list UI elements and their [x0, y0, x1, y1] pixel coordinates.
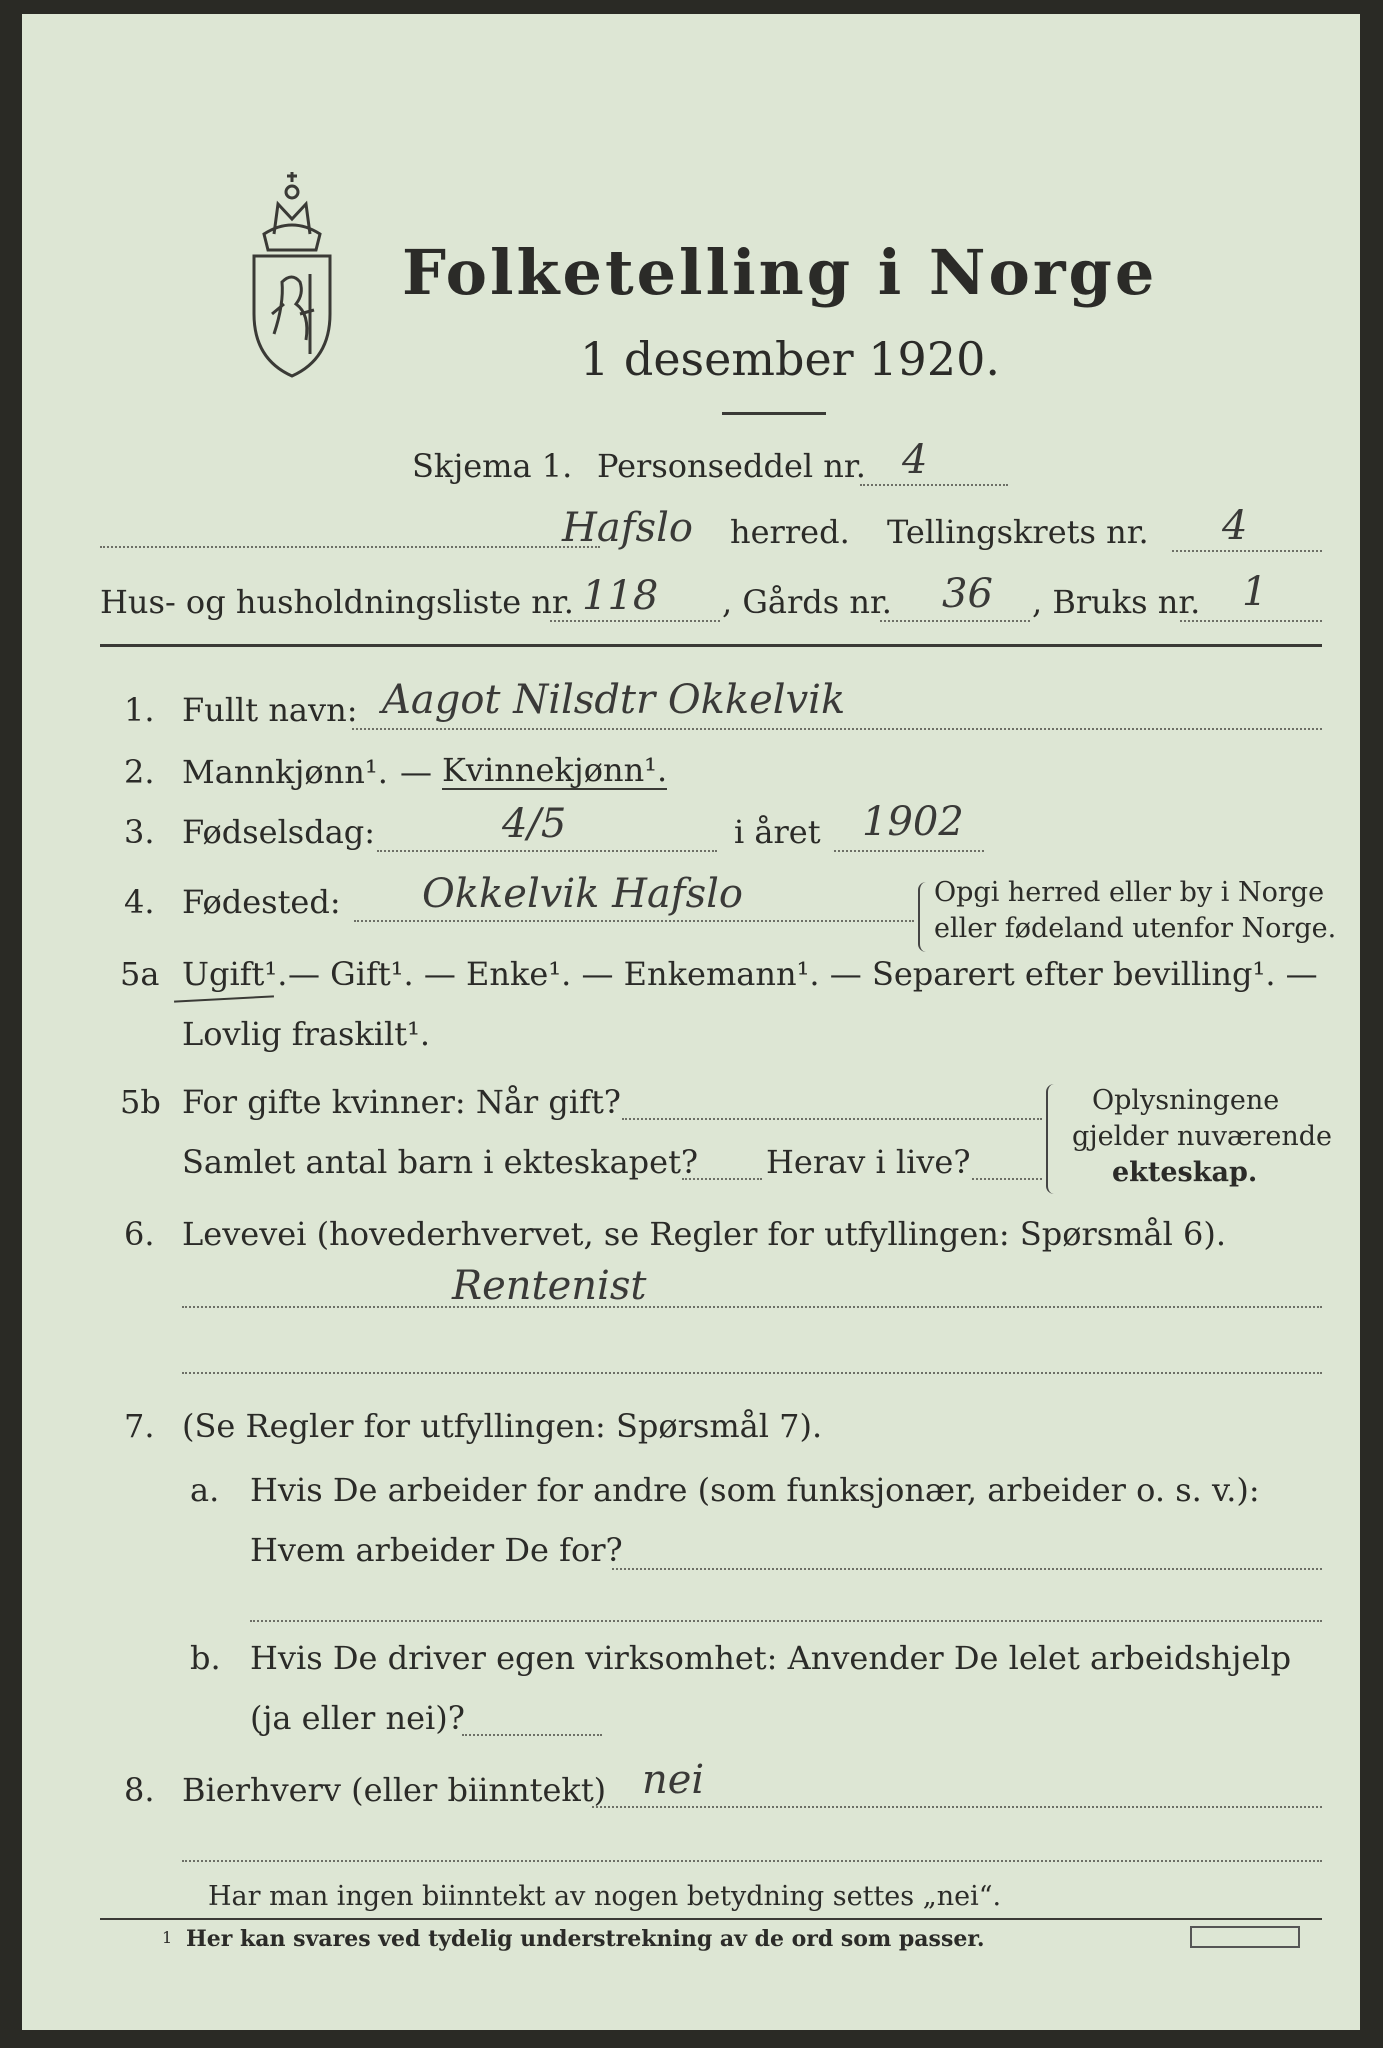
gards-value[interactable]: 36: [942, 571, 993, 617]
q2-female-underlined[interactable]: Kvinnekjønn¹.: [442, 751, 668, 789]
q5b-note-line2: gjelder nuværende: [1072, 1121, 1332, 1152]
q5b-children-alive: Herav i live?: [766, 1143, 971, 1181]
q7a-line1: [612, 1568, 1322, 1570]
herred-label: herred.: [730, 513, 850, 551]
birth-year-value[interactable]: 1902: [862, 799, 964, 845]
q7-label: (Se Regler for utfyllingen: Spørsmål 7).: [182, 1407, 823, 1445]
side-income-value[interactable]: nei: [642, 1757, 705, 1803]
q5b-note-line3: ekteskap.: [1112, 1157, 1258, 1188]
q4-note-line1: Opgi herred eller by i Norge: [934, 877, 1325, 908]
q4-note-line2: eller fødeland utenfor Norge.: [934, 913, 1337, 944]
q7b-letter: b.: [190, 1639, 221, 1677]
q5b-children-total: Samlet antal barn i ekteskapet?: [182, 1143, 699, 1181]
q3-year-line: [834, 850, 984, 852]
q3-label: Fødselsdag:: [182, 813, 376, 851]
q1-label: Fullt navn:: [182, 691, 358, 729]
printer-stamp: [1190, 1926, 1300, 1948]
q5a-number: 5a: [120, 955, 160, 993]
nei-instruction: Har man ingen biinntekt av nogen betydning settes „nei“.: [208, 1881, 1002, 1912]
q7a-employer-label: Hvem arbeider De for?: [250, 1531, 623, 1569]
footnote-text: Her kan svares ved tydelig understrekning av de ord som passer.: [186, 1926, 985, 1952]
tellingskrets-label: Tellingskrets nr.: [887, 513, 1149, 551]
q7b-line: [462, 1734, 602, 1736]
schema-label: Skjema 1.: [412, 447, 573, 485]
q3-number: 3.: [124, 813, 155, 851]
bruks-label: , Bruks nr.: [1032, 583, 1201, 621]
tellingskrets-value[interactable]: 4: [1222, 503, 1248, 549]
q7a-letter: a.: [190, 1471, 220, 1509]
q4-label: Fødested:: [182, 883, 341, 921]
gards-line: [880, 620, 1030, 622]
q3-line: [377, 850, 717, 852]
herred-value[interactable]: Hafslo: [562, 505, 693, 551]
q4-brace: [918, 882, 930, 952]
census-form: [22, 14, 1360, 2030]
q6-number: 6.: [124, 1215, 155, 1253]
q5b-married-when: For gifte kvinner: Når gift?: [182, 1083, 621, 1121]
q8-number: 8.: [124, 1771, 155, 1809]
full-name-value[interactable]: Aagot Nilsdtr Okkelvik: [382, 677, 846, 723]
title-divider: [722, 412, 826, 415]
bruks-value[interactable]: 1: [1242, 569, 1268, 615]
personseddel-label: Personseddel nr.: [597, 447, 866, 485]
personseddel-line: [860, 484, 1008, 486]
q1-line: [352, 728, 1322, 730]
q2-number: 2.: [124, 753, 155, 791]
footer-rule: [100, 1918, 1322, 1920]
q7-number: 7.: [124, 1407, 155, 1445]
q5b-line1: [622, 1118, 1042, 1120]
q1-number: 1.: [124, 691, 155, 729]
husliste-label: Hus- og husholdningsliste nr.: [100, 583, 574, 621]
footnote-mark: 1: [162, 1928, 173, 1947]
q5b-brace: [1046, 1084, 1058, 1194]
ugift-underline: [174, 995, 274, 1002]
q4-line: [354, 920, 914, 922]
q2-male[interactable]: Mannkjønn¹.: [182, 753, 388, 791]
q5b-line3: [972, 1178, 1042, 1180]
q5a-options: — Gift¹. — Enke¹. — Enkemann¹. — Separert efter bevilling¹. —: [288, 955, 1318, 993]
q2-dash: —: [400, 753, 432, 791]
q5b-note-line1: Oplysningene: [1092, 1085, 1280, 1116]
personseddel-value[interactable]: 4: [902, 437, 928, 483]
q7a-line2: [250, 1620, 1322, 1622]
q6-label: Levevei (hovederhvervet, se Regler for utfyllingen: Spørsmål 6).: [182, 1215, 1227, 1253]
gards-label: , Gårds nr.: [722, 583, 892, 621]
q7a-label: Hvis De arbeider for andre (som funksjonær, arbeider o. s. v.):: [250, 1471, 1260, 1509]
q3-year-label: i året: [734, 813, 821, 851]
tellingskrets-line: [1172, 550, 1322, 552]
q8-label: Bierhverv (eller biinntekt): [182, 1771, 607, 1809]
form-title: Folketelling i Norge: [402, 236, 1158, 309]
q5a-line2: Lovlig fraskilt¹.: [182, 1015, 431, 1053]
q8-line1: [592, 1806, 1322, 1808]
herred-line: [100, 546, 600, 548]
occupation-value[interactable]: Rentenist: [452, 1263, 647, 1309]
husliste-line: [550, 620, 720, 622]
q6-line1: [182, 1306, 1322, 1308]
husliste-value[interactable]: 118: [582, 573, 659, 619]
q5b-line2: [682, 1178, 762, 1180]
bruks-line: [1180, 620, 1322, 622]
q5a-ugift[interactable]: Ugift¹.: [182, 955, 288, 993]
census-date: 1 desember 1920.: [580, 332, 1000, 386]
birthplace-value[interactable]: Okkelvik Hafslo: [422, 871, 744, 917]
q7b-yes-no-label: (ja eller nei)?: [250, 1699, 465, 1737]
q8-line2: [182, 1860, 1322, 1862]
header-rule: [100, 644, 1322, 647]
q5b-number: 5b: [120, 1083, 161, 1121]
q6-line2: [182, 1372, 1322, 1374]
coat-of-arms-emblem: [244, 164, 340, 379]
birthday-value[interactable]: 4/5: [502, 801, 567, 847]
q4-number: 4.: [124, 883, 155, 921]
q7b-label: Hvis De driver egen virksomhet: Anvender De lelet arbeidshjelp: [250, 1639, 1292, 1677]
